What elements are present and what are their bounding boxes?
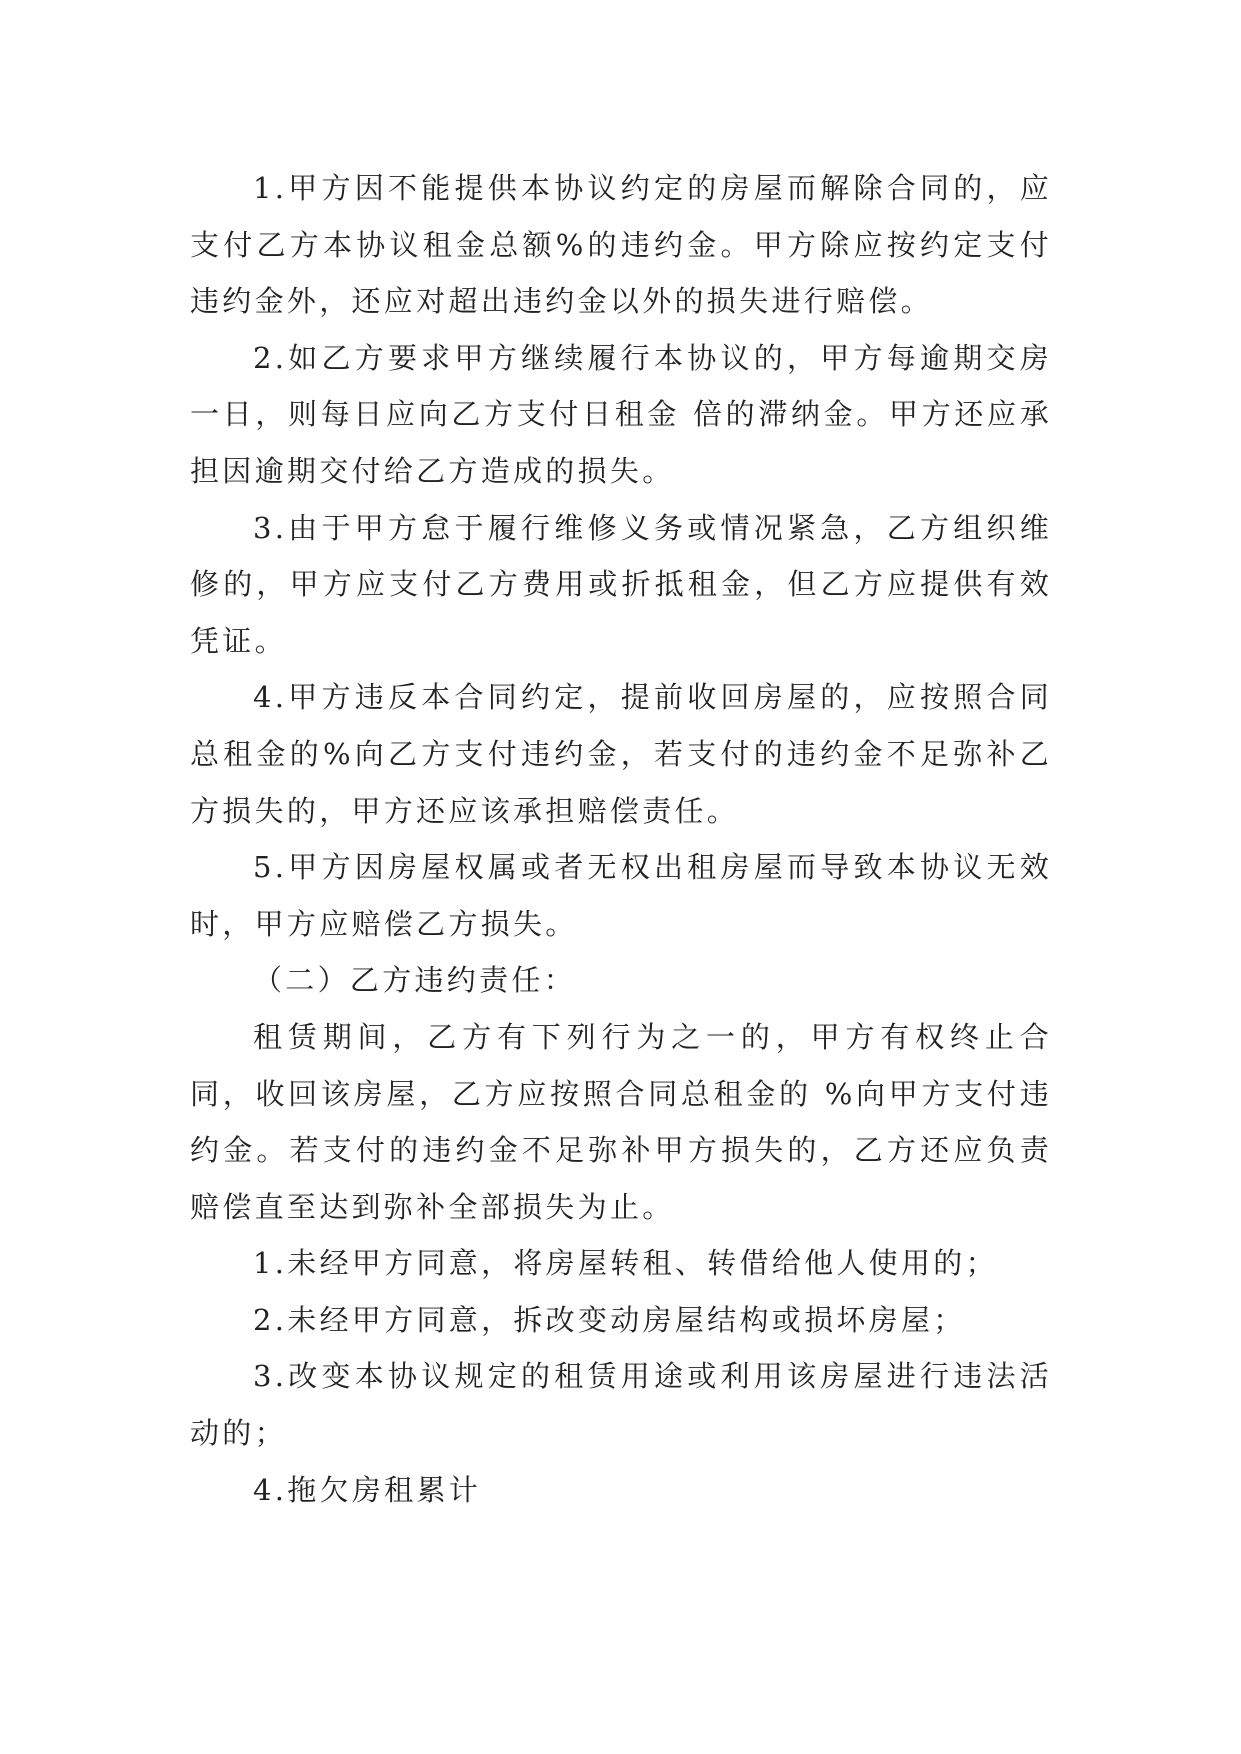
list-item-rent-arrears: 4.拖欠房租累计	[253, 1472, 482, 1507]
list-item-sublet: 1.未经甲方同意，将房屋转租、转借给他人使用的；	[253, 1246, 998, 1281]
list-item-change-use: 3.改变本协议规定的租赁用途或利用该房屋进行违法活动的；	[190, 1359, 1052, 1451]
list-item-alter-structure: 2.未经甲方同意，拆改变动房屋结构或损坏房屋；	[253, 1302, 966, 1337]
section-heading-tenant-liability: （二）乙方违约责任：	[253, 963, 577, 998]
paragraph-invalid-agreement: 5.甲方因房屋权属或者无权出租房屋而导致本协议无效时，甲方应赔偿乙方损失。	[190, 850, 1052, 941]
paragraph-tenant-liability-intro: 租赁期间，乙方有下列行为之一的，甲方有权终止合同，收回该房屋，乙方应按照合同总租金的 %向甲方支付违约金。若支付的违约金不足弥补甲方损失的，乙方还应负责赔偿直至达到弥补全部损失为止。	[190, 1019, 1052, 1224]
paragraph-early-recovery: 4.甲方违反本合同约定，提前收回房屋的，应按照合同总租金的%向乙方支付违约金，若支付的违约金不足弥补乙方损失的，甲方还应该承担赔偿责任。	[190, 680, 1052, 828]
paragraph-landlord-terminate: 1.甲方因不能提供本协议约定的房屋而解除合同的，应支付乙方本协议租金总额%的违约金。甲方除应按约定支付违约金外，还应对超出违约金以外的损失进行赔偿。	[190, 171, 1052, 319]
paragraph-repair: 3.由于甲方怠于履行维修义务或情况紧急，乙方组织维修的，甲方应支付乙方费用或折抵租金，但乙方应提供有效凭证。	[190, 510, 1052, 658]
document-body	[190, 160, 1052, 1518]
paragraph-late-delivery: 2.如乙方要求甲方继续履行本协议的，甲方每逾期交房一日，则每日应向乙方支付日租金 倍的滞纳金。甲方还应承担因逾期交付给乙方造成的损失。	[190, 340, 1052, 488]
